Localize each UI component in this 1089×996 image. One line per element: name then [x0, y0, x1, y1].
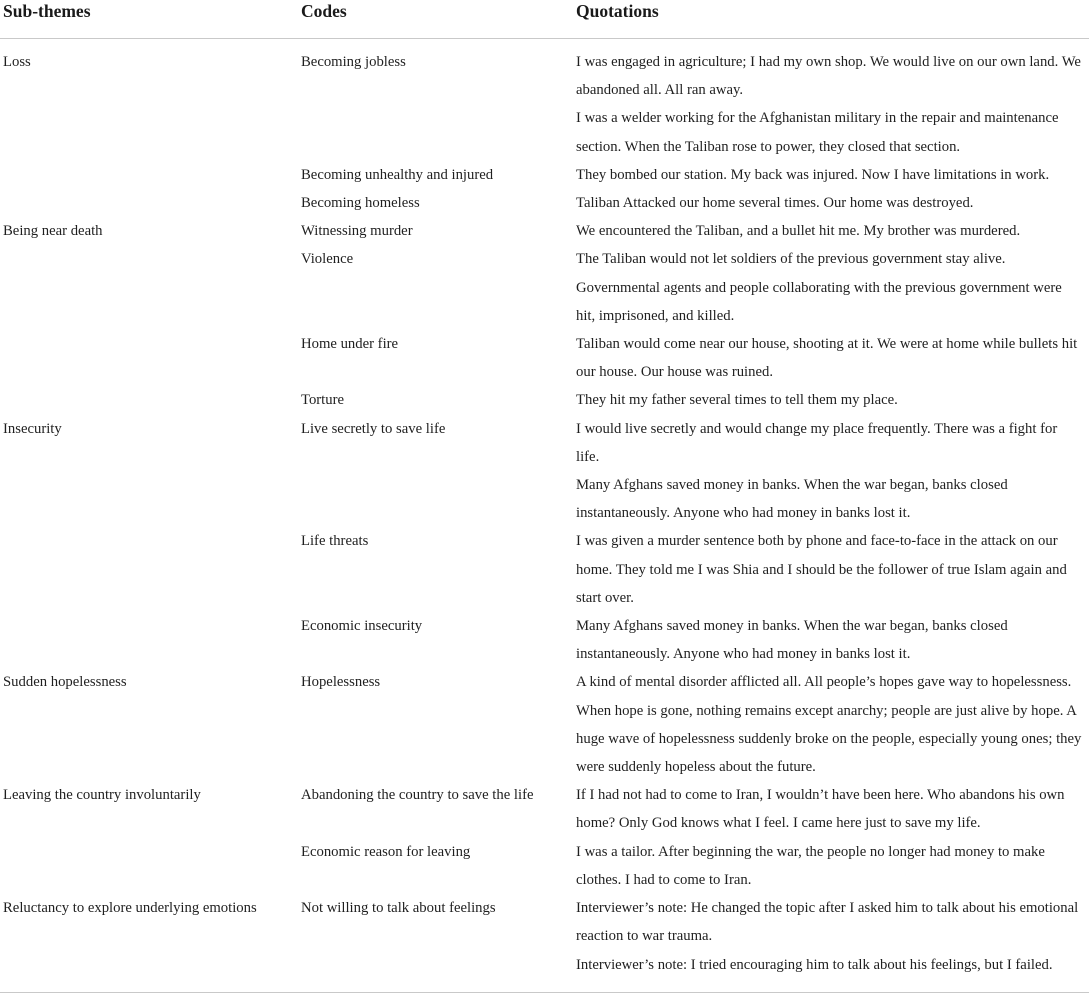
header-codes: Codes — [301, 1, 347, 21]
table-row — [0, 471, 1089, 527]
code-cell: Abandoning the country to save the life — [301, 787, 534, 804]
code-cell — [301, 951, 576, 979]
quotation-cell: The Taliban would not let soldiers of the previous government stay alive. Governmental agents and people collaborating with the previous government were hit, imprisoned, and killed. — [576, 251, 1062, 324]
quotation-cell: A kind of mental disorder afflicted all. All people’s hopes gave way to hopelessness. When hope is gone, nothing remains except anarchy; people are just alive by hope. A huge wave of hopelessness suddenly broke on the people, especially young ones; they were suddenly hopeless about the future. — [576, 674, 1082, 776]
table-header — [0, 0, 1089, 39]
code-cell: Economic insecurity — [301, 618, 423, 635]
quotation-cell: I was a welder working for the Afghanistan military in the repair and maintenance section. When the Taliban rose to power, they closed that section. — [576, 110, 1059, 155]
code-cell: Witnessing murder — [301, 223, 413, 240]
subtheme-cell — [0, 527, 301, 612]
code-cell: Torture — [301, 392, 345, 409]
quotation-cell: If I had not had to come to Iran, I wouldn’t have been here. Who abandons his own home? Only God knows what I feel. I came here just to save my life. — [576, 787, 1065, 832]
table-row — [0, 894, 1089, 950]
table-row — [0, 161, 1089, 189]
subtheme-cell — [0, 189, 301, 217]
subtheme-cell — [0, 838, 301, 894]
subtheme-cell — [0, 161, 301, 189]
table-row — [0, 386, 1089, 414]
subtheme-cell: Being near death — [3, 223, 103, 240]
table-row — [0, 245, 1089, 330]
code-cell: Violence — [301, 251, 354, 268]
table-body — [0, 39, 1089, 979]
quotation-cell: Interviewer’s note: I tried encouraging him to talk about his feelings, but I failed. — [576, 956, 1053, 973]
table-row — [0, 527, 1089, 612]
quotation-cell: They hit my father several times to tell them my place. — [576, 392, 898, 409]
code-cell — [301, 104, 576, 160]
code-cell: Life threats — [301, 533, 369, 550]
quotation-cell: Taliban Attacked our home several times. Our home was destroyed. — [576, 195, 974, 212]
code-cell: Becoming homeless — [301, 195, 420, 212]
quotation-cell: Taliban would come near our house, shooting at it. We were at home while bullets hit our house. Our house was ruined. — [576, 336, 1078, 381]
quotation-cell: I was a tailor. After beginning the war, the people no longer had money to make clothes. I had to come to Iran. — [576, 843, 1045, 888]
code-cell: Not willing to talk about feelings — [301, 900, 496, 917]
table-row — [0, 781, 1089, 837]
subtheme-cell: Insecurity — [3, 420, 62, 437]
quotation-cell: They bombed our station. My back was injured. Now I have limitations in work. — [576, 166, 1050, 183]
subtheme-cell: Sudden hopelessness — [3, 674, 127, 691]
code-cell: Live secretly to save life — [301, 420, 446, 437]
subtheme-cell — [0, 386, 301, 414]
table-row — [0, 48, 1089, 104]
code-cell: Economic reason for leaving — [301, 843, 471, 860]
quotation-cell: I would live secretly and would change my place frequently. There was a fight for life. — [576, 420, 1058, 465]
code-cell: Hopelessness — [301, 674, 381, 691]
quotation-cell: Many Afghans saved money in banks. When the war began, banks closed instantaneously. Anyone who had money in banks lost it. — [576, 618, 1008, 663]
table-bottom-rule — [0, 992, 1089, 993]
quotation-cell: I was engaged in agriculture; I had my own shop. We would live on our own land. We abandoned all. All ran away. — [576, 54, 1081, 99]
quotation-cell: We encountered the Taliban, and a bullet hit me. My brother was murdered. — [576, 223, 1021, 240]
subtheme-cell — [0, 471, 301, 527]
table-row — [0, 217, 1089, 245]
subtheme-cell — [0, 104, 301, 160]
subtheme-cell — [0, 612, 301, 668]
subtheme-cell: Loss — [3, 54, 31, 70]
code-cell — [301, 471, 576, 527]
table-row — [0, 330, 1089, 386]
code-cell: Becoming jobless — [301, 54, 406, 70]
code-cell: Becoming unhealthy and injured — [301, 166, 494, 183]
header-quotations: Quotations — [576, 1, 659, 21]
subtheme-cell — [0, 330, 301, 386]
table-row — [0, 838, 1089, 894]
table-row — [0, 415, 1089, 471]
table-row — [0, 189, 1089, 217]
subtheme-cell — [0, 951, 301, 979]
table-row — [0, 951, 1089, 979]
subtheme-cell: Reluctancy to explore underlying emotions — [3, 900, 257, 917]
quotation-cell: I was given a murder sentence both by phone and face-to-face in the attack on our home. They told me I was Shia and I should be the follower of true Islam again and start over. — [576, 533, 1067, 606]
table-row — [0, 612, 1089, 668]
quotation-cell: Many Afghans saved money in banks. When the war began, banks closed instantaneously. Anyone who had money in banks lost it. — [576, 477, 1008, 522]
table-row — [0, 104, 1089, 160]
header-subthemes: Sub-themes — [3, 1, 91, 21]
subtheme-cell: Leaving the country involuntarily — [3, 787, 201, 804]
code-cell: Home under fire — [301, 336, 399, 353]
subtheme-cell — [0, 245, 301, 330]
quotation-cell: Interviewer’s note: He changed the topic after I asked him to talk about his emotional reaction to war trauma. — [576, 900, 1079, 945]
table-row — [0, 668, 1089, 781]
